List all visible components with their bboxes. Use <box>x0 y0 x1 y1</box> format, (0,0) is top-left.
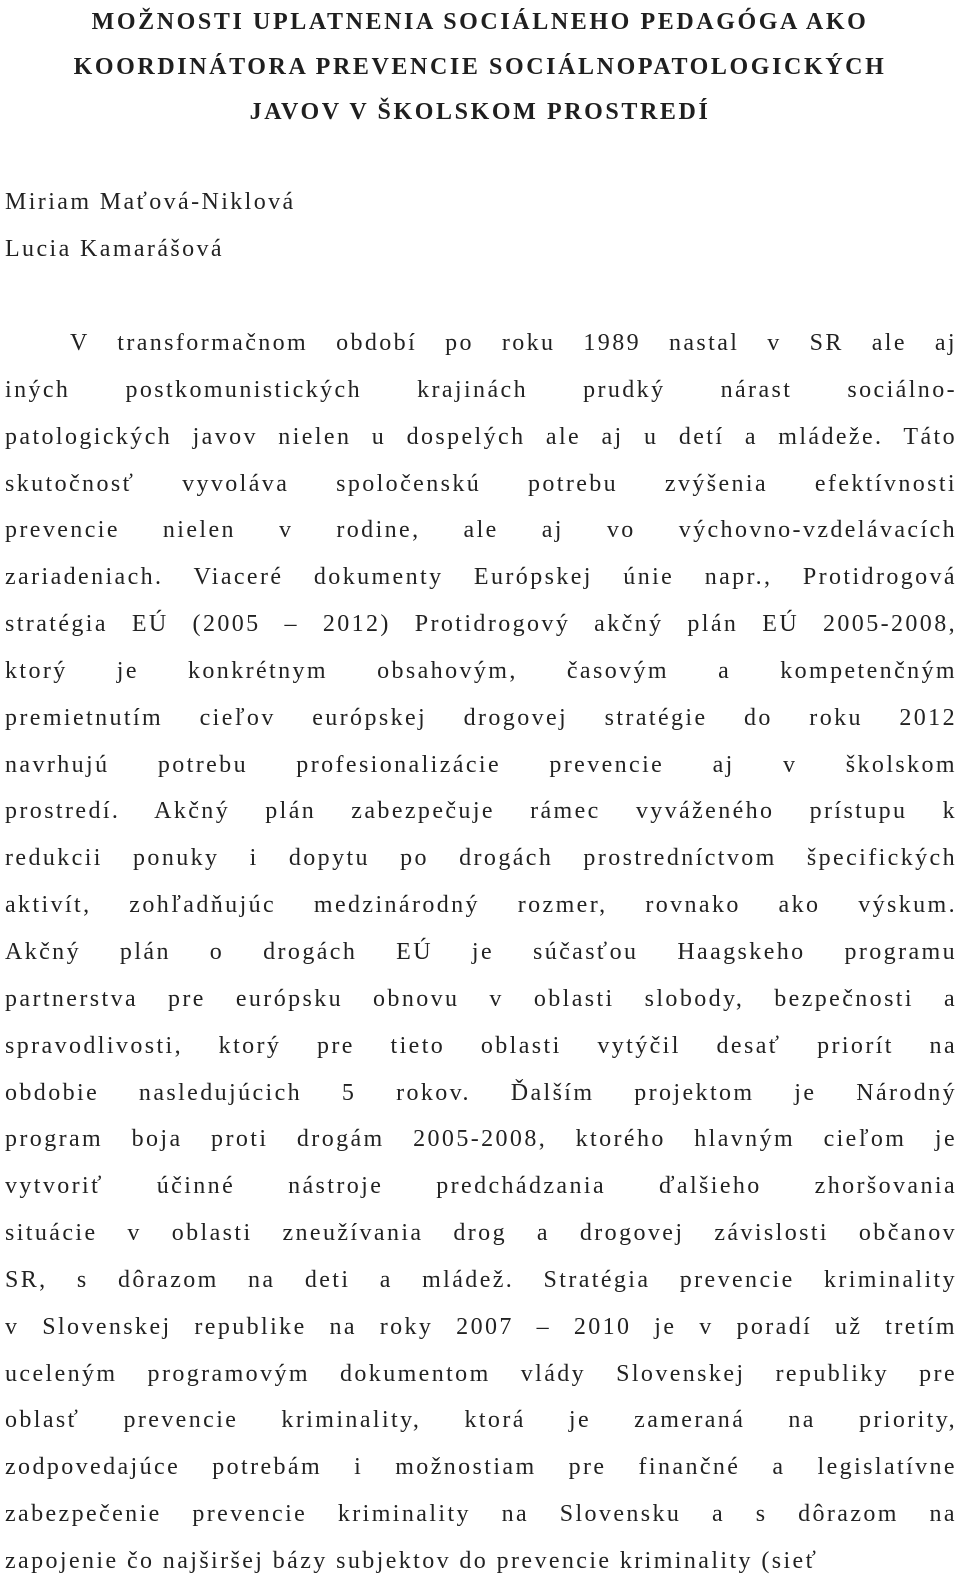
author-name: Miriam Maťová-Niklová <box>5 189 296 215</box>
text-line: iných postkomunistických krajinách prudký nárast sociálno- <box>5 376 957 403</box>
text-line: prevencie nielen v rodine, ale aj vo výchovno-vzdelávacích <box>5 517 957 544</box>
text-line: skutočnosť vyvoláva spoločenskú potrebu zvýšenia efektívnosti <box>5 470 957 497</box>
text-line: uceleným programovým dokumentom vlády Slovenskej republiky pre <box>5 1360 957 1387</box>
text-line: spravodlivosti, ktorý pre tieto oblasti vytýčil desať priorít na <box>5 1032 957 1059</box>
text-line: Akčný plán o drogách EÚ je súčasťou Haagskeho programu <box>5 938 957 965</box>
text-line: zariadeniach. Viaceré dokumenty Európskej únie napr., Protidrogová <box>5 564 957 591</box>
text-line: situácie v oblasti zneužívania drog a drogovej závislosti občanov <box>5 1220 957 1247</box>
text-line: ktorý je konkrétnym obsahovým, časovým a kompetenčným <box>5 657 957 684</box>
text-line: premietnutím cieľov európskej drogovej stratégie do roku 2012 <box>5 704 957 731</box>
title-line-2: KOORDINÁTORA PREVENCIE SOCIÁLNOPATOLOGICKÝCH <box>73 54 887 80</box>
text-line: zodpovedajúce potrebám i možnostiam pre finančné a legislatívne <box>5 1454 957 1481</box>
title-line-1: MOŽNOSTI UPLATNENIA SOCIÁLNEHO PEDAGÓGA AKO <box>91 9 869 35</box>
text-line: redukcii ponuky i dopytu po drogách prostredníctvom špecifických <box>5 845 957 872</box>
text-line: partnerstva pre európsku obnovu v oblasti slobody, bezpečnosti a <box>5 985 957 1012</box>
text-line: patologických javov nielen u dospelých ale aj u detí a mládeže. Táto <box>5 423 957 450</box>
text-line: zapojenie čo najširšej bázy subjektov do prevencie kriminality (sieť <box>5 1547 819 1574</box>
text-line: obdobie nasledujúcich 5 rokov. Ďalším projektom je Národný <box>5 1079 957 1106</box>
text-line: vytvoriť účinné nástroje predchádzania ďalšieho zhoršovania <box>5 1173 957 1200</box>
body-paragraph <box>5 320 957 1585</box>
text-line: prostredí. Akčný plán zabezpečuje rámec vyváženého prístupu k <box>5 798 957 825</box>
author-list <box>5 179 296 273</box>
title-line-3: JAVOV V ŠKOLSKOM PROSTREDÍ <box>249 99 711 125</box>
text-line: V transformačnom období po roku 1989 nastal v SR ale aj <box>70 330 957 356</box>
text-line: aktivít, zohľadňujúc medzinárodný rozmer, rovnako ako výskum. <box>5 892 957 919</box>
text-line: oblasť prevencie kriminality, ktorá je zameraná na priority, <box>5 1407 957 1434</box>
text-line: navrhujú potrebu profesionalizácie prevencie aj v školskom <box>5 751 957 778</box>
text-line: SR, s dôrazom na deti a mládež. Stratégia prevencie kriminality <box>5 1266 957 1293</box>
text-line: v Slovenskej republike na roky 2007 – 2010 je v poradí už tretím <box>5 1313 957 1340</box>
text-line: program boja proti drogám 2005-2008, ktorého hlavným cieľom je <box>5 1126 957 1153</box>
document-title <box>0 0 960 135</box>
author-name: Lucia Kamarášová <box>5 236 224 262</box>
text-line: zabezpečenie prevencie kriminality na Slovensku a s dôrazom na <box>5 1501 957 1528</box>
text-line: stratégia EÚ (2005 – 2012) Protidrogový akčný plán EÚ 2005-2008, <box>5 611 957 638</box>
